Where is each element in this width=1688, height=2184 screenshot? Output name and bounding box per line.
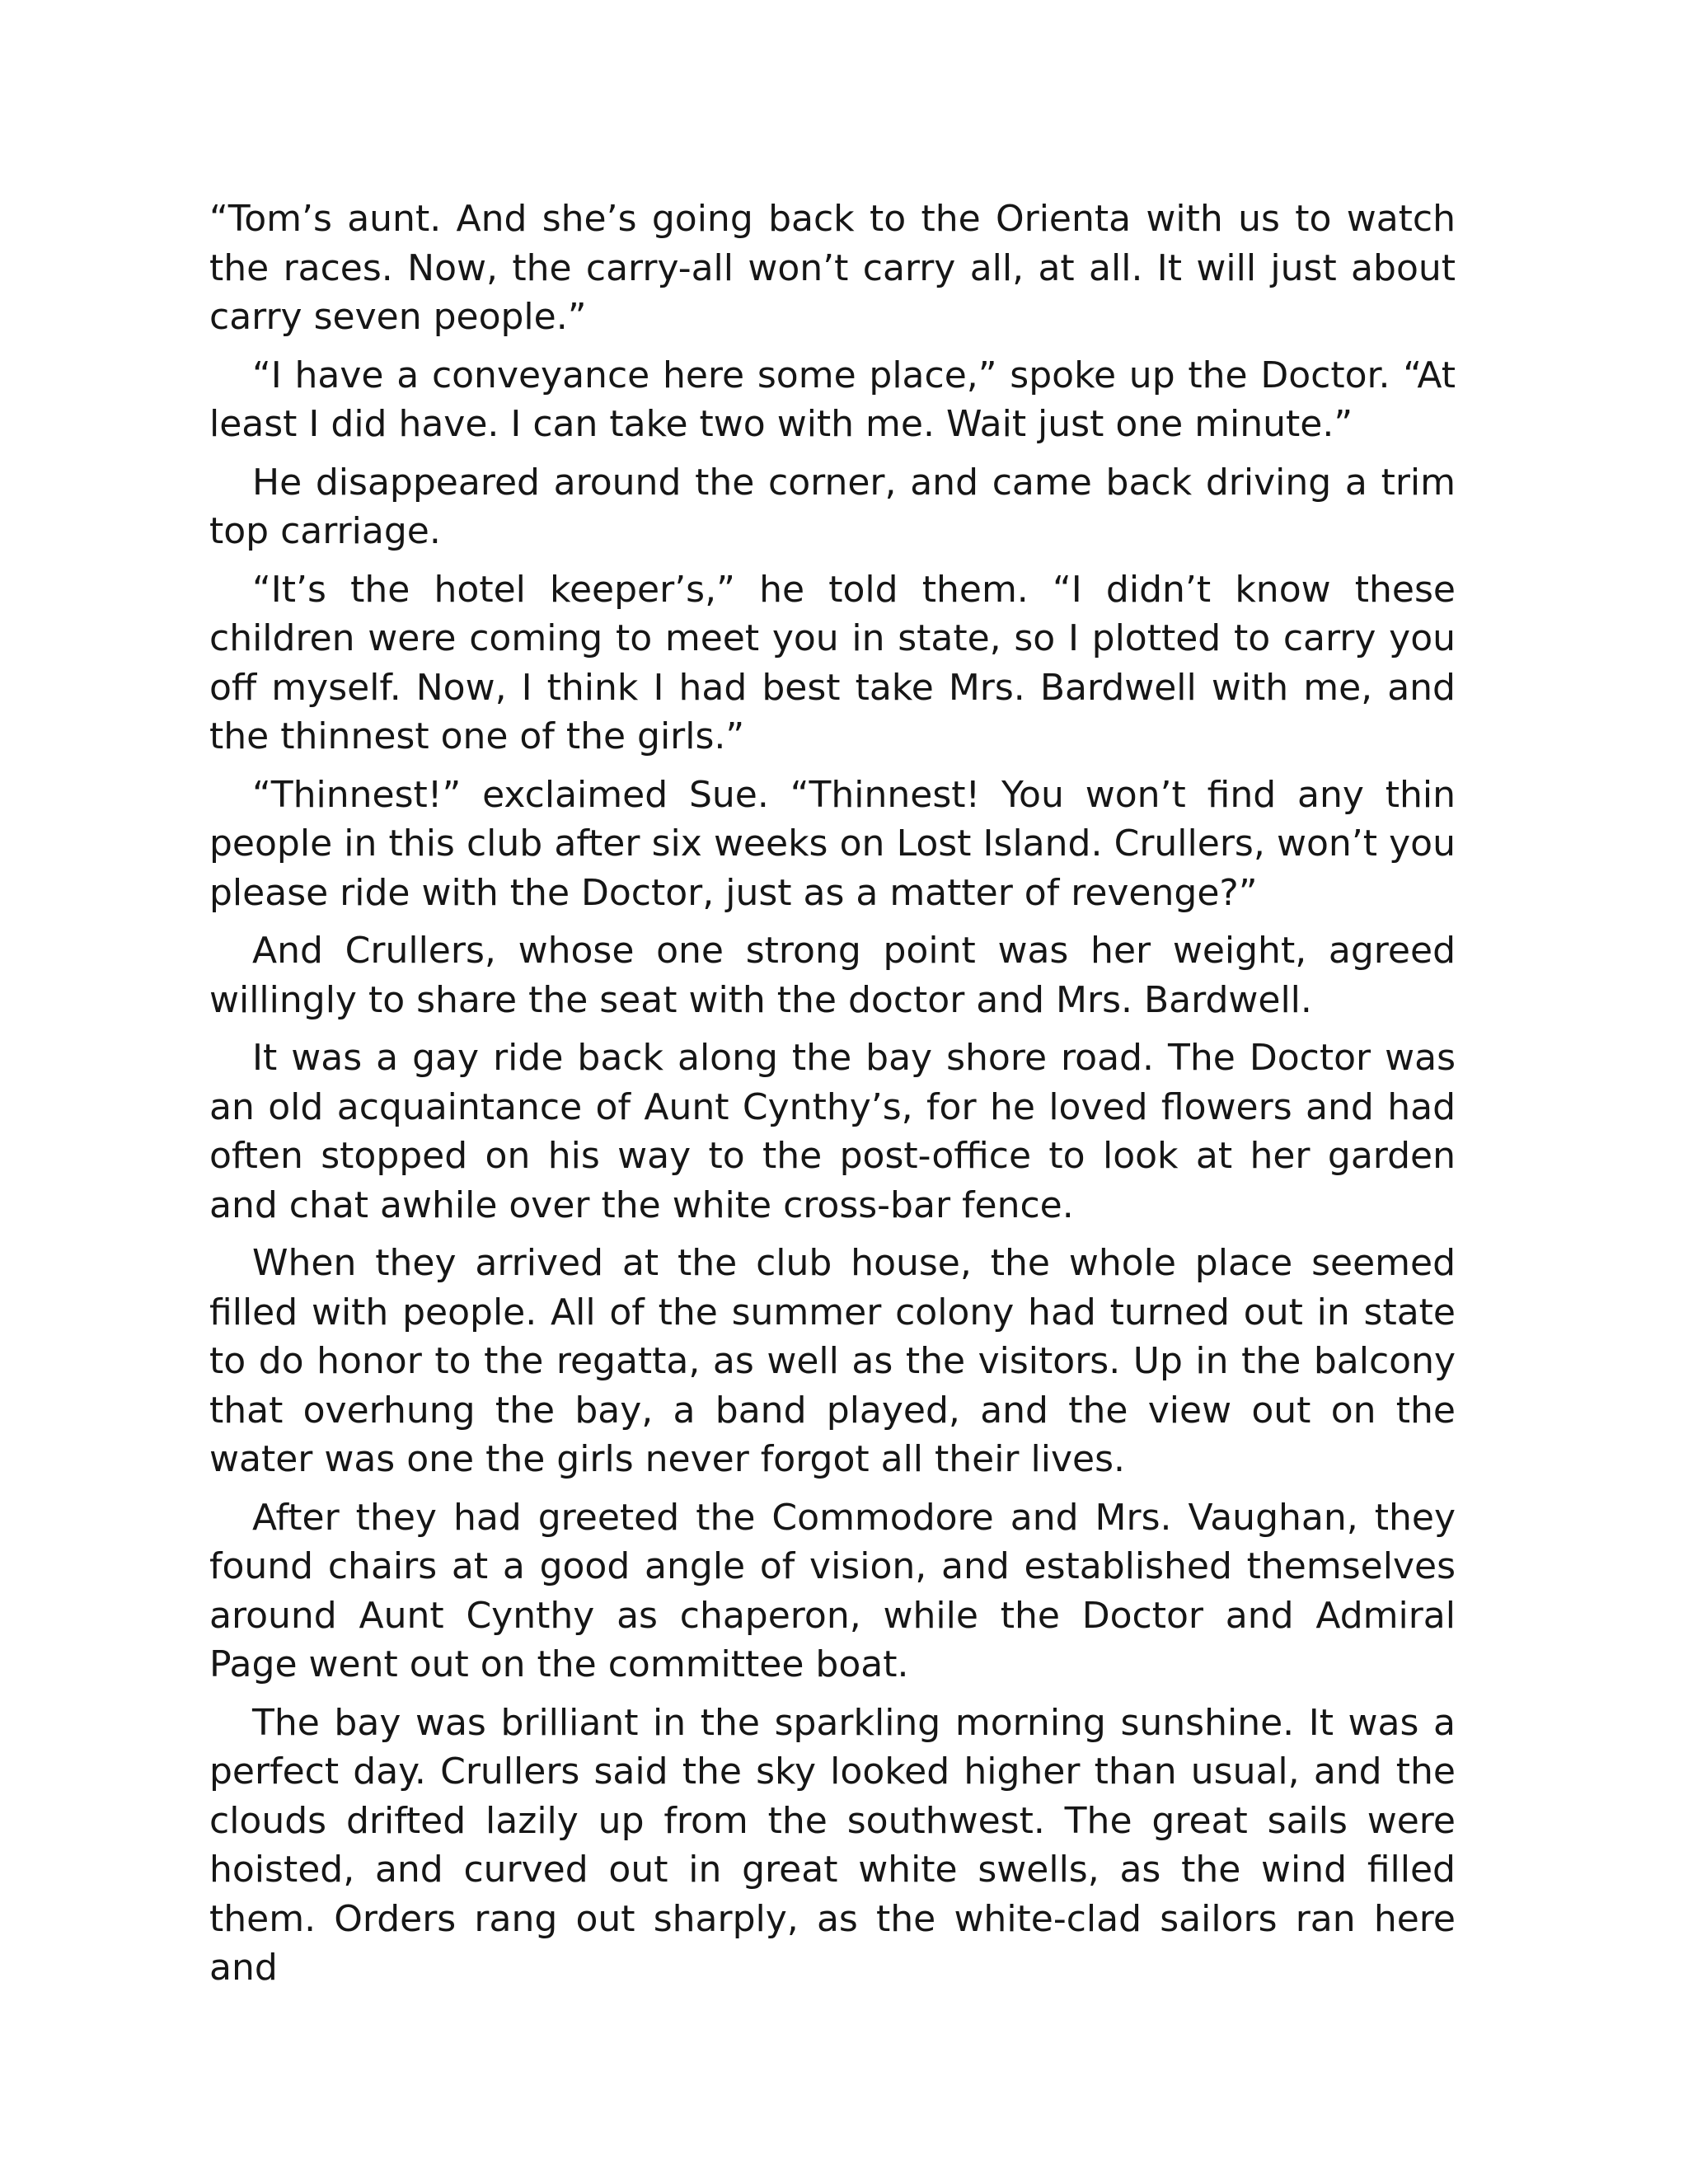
paragraph-10: The bay was brilliant in the sparkling morning sunshine. It was a perfect day. Crullers said the sky looked higher than usual, and the clouds drifted lazily up from the southwest. The great sails were hoisted, and curved out in great white swells, as the wind filled them. Orders rang out sharply, as the white-clad sailors ran here and [209,1701,1456,1989]
paragraph-1: “Tom’s aunt. And she’s going back to the Orienta with us to watch the races. Now, the carry-all won’t carry all, at all. It will just about carry seven people.” [209,198,1456,338]
book-page [209,194,1456,2002]
paragraph-8: When they arrived at the club house, the whole place seemed filled with people. All of the summer colony had turned out in state to do honor to the regatta, as well as the visitors. Up in the balcony that overhung the bay, a band played, and the view out on the water was one the girls never forgot all their lives. [209,1242,1456,1480]
paragraph-7: It was a gay ride back along the bay shore road. The Doctor was an old acquaintance of Aunt Cynthy’s, for he loved flowers and had often stopped on his way to the post-office to look at her garden and chat awhile over the white cross-bar fence. [209,1037,1456,1226]
paragraph-6: And Crullers, whose one strong point was her weight, agreed willingly to share the seat with the doctor and Mrs. Bardwell. [209,930,1456,1021]
paragraph-5: “Thinnest!” exclaimed Sue. “Thinnest! You won’t find any thin people in this club after six weeks on Lost Island. Crullers, won’t you please ride with the Doctor, just as a matter of revenge?” [209,773,1456,914]
paragraph-4: “It’s the hotel keeper’s,” he told them. “I didn’t know these children were coming to meet you in state, so I plotted to carry you off myself. Now, I think I had best take Mrs. Bardwell with me, and the thinnest one of the girls.” [209,568,1456,757]
paragraph-9: After they had greeted the Commodore and Mrs. Vaughan, they found chairs at a good angle of vision, and established themselves around Aunt Cynthy as chaperon, while the Doctor and Admiral Page went out on the committee boat. [209,1496,1456,1685]
paragraph-3: He disappeared around the corner, and came back driving a trim top carriage. [209,461,1456,552]
paragraph-2: “I have a conveyance here some place,” spoke up the Doctor. “At least I did have. I can take two with me. Wait just one minute.” [209,354,1456,445]
